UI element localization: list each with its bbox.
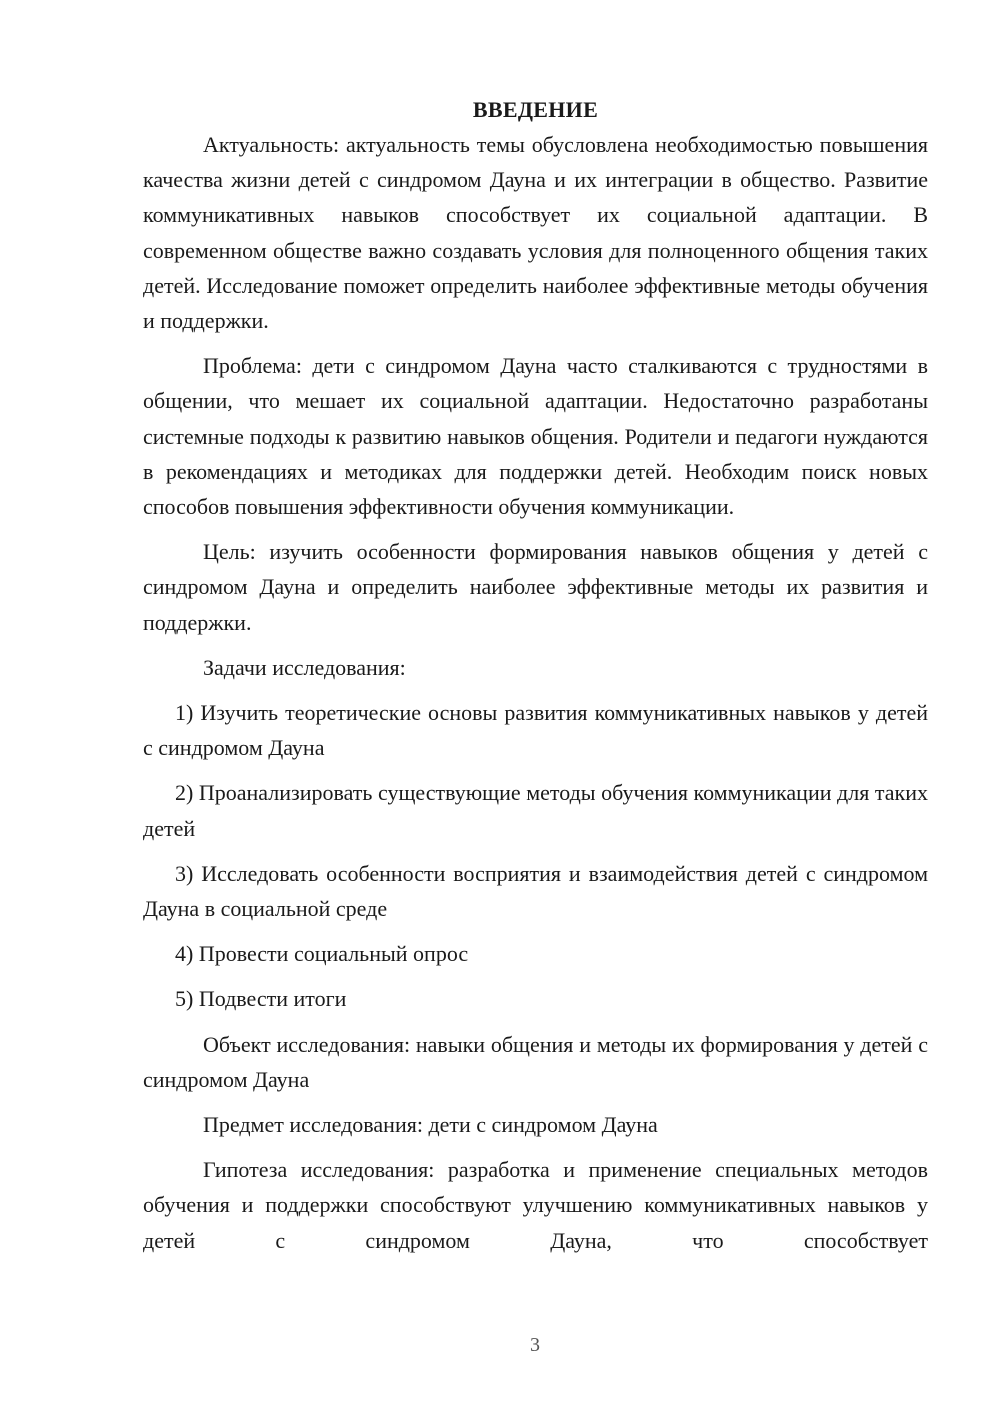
paragraph-subject: Предмет исследования: дети с синдромом Дауна xyxy=(203,1112,658,1138)
paragraph-tasks-heading: Задачи исследования: xyxy=(203,654,406,680)
page-number: 3 xyxy=(530,1334,540,1356)
task-item-2: 2) Проанализировать существующие методы обучения коммуникации для таких детей xyxy=(143,780,928,841)
task-item-5: 5) Подвести итоги xyxy=(175,986,347,1012)
page-title: ВВЕДЕНИЕ xyxy=(472,97,599,122)
task-item-4: 4) Провести социальный опрос xyxy=(175,941,469,967)
paragraph-relevance: Актуальность: актуальность темы обусловлена необходимостью повышения качества жизни детей с синдромом Дауна и их интеграции в общество. Развитие коммуникативных навыков способствует их социальной адаптации. В современном обществе важно создавать условия для полноценного общения таких детей. Исследование поможет определить наиболее эффективные методы обучения и поддержки. xyxy=(143,132,928,334)
task-item-1: 1) Изучить теоретические основы развития коммуникативных навыков у детей с синдромом Дауна xyxy=(143,700,928,761)
paragraph-goal: Цель: изучить особенности формирования навыков общения у детей с синдромом Дауна и определить наиболее эффективные методы их развития и поддержки. xyxy=(143,539,928,635)
paragraph-problem: Проблема: дети с синдромом Дауна часто сталкиваются с трудностями в общении, что мешает их социальной адаптации. Недостаточно разработаны системные подходы к развитию навыков общения. Родители и педагоги нуждаются в рекомендациях и методиках для поддержки детей. Необходим поиск новых способов повышения эффективности обучения коммуникации. xyxy=(143,353,928,520)
paragraph-hypothesis: Гипотеза исследования: разработка и применение специальных методов обучения и поддержки способствуют улучшению коммуникативных навыков у детей с синдромом Дауна, что способствует xyxy=(143,1157,928,1253)
paragraph-object: Объект исследования: навыки общения и методы их формирования у детей с синдромом Дауна xyxy=(143,1031,928,1092)
task-item-3: 3) Исследовать особенности восприятия и взаимодействия детей с синдромом Дауна в социальной среде xyxy=(143,860,928,922)
document-page xyxy=(143,92,928,1268)
